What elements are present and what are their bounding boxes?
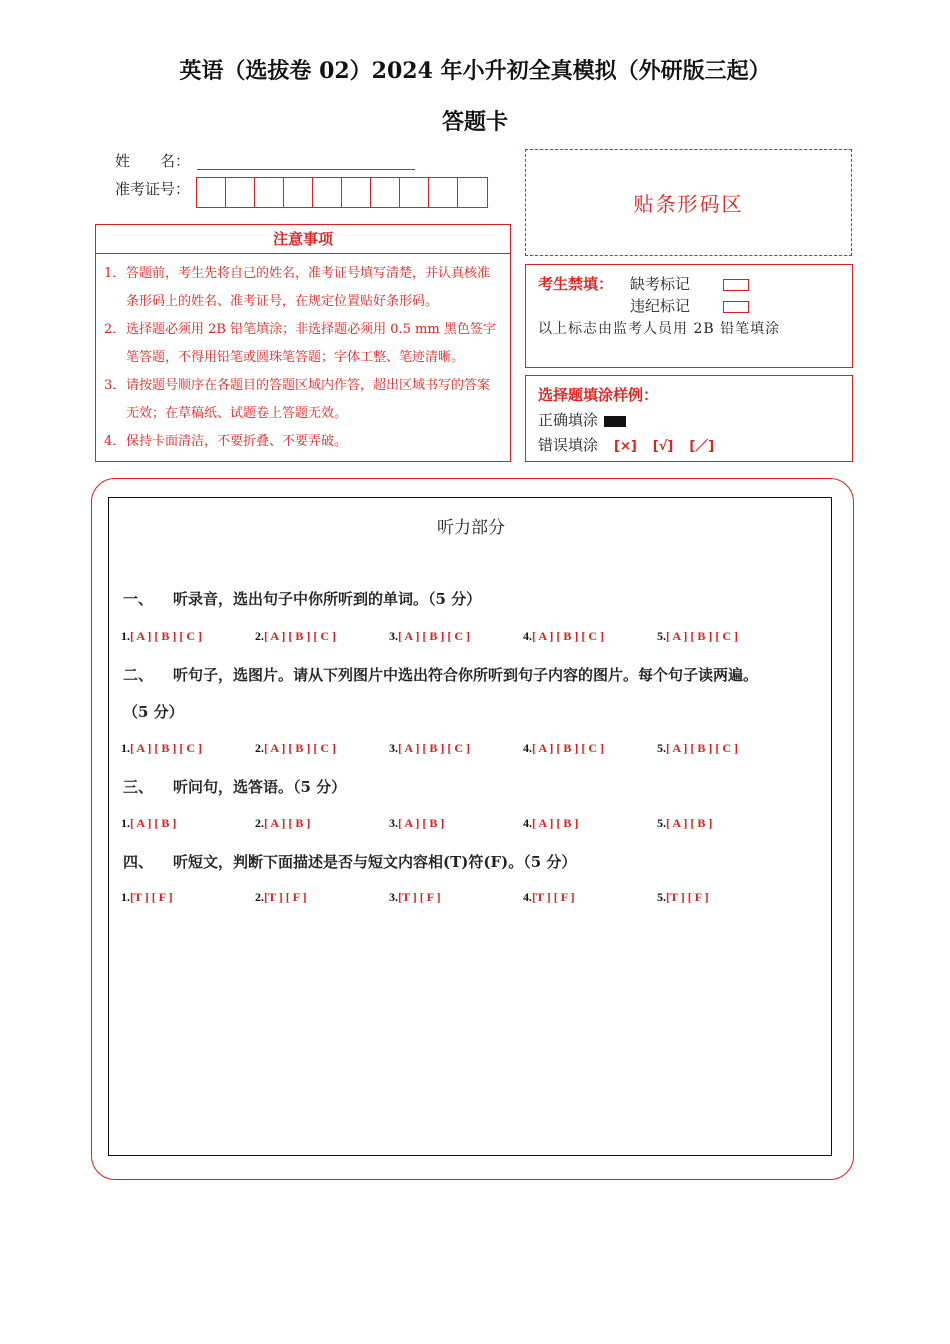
page-title: 英语（选拔卷 02）2024 年小升初全真模拟（外研版三起） [179,58,771,84]
answer-number: 5. [657,890,666,904]
notice-item [104,372,502,428]
exam-id-boxes[interactable] [196,177,488,208]
answer-number: 2. [255,741,264,755]
answer-number: 3. [389,890,398,904]
answer-number: 3. [389,816,398,830]
answer-item[interactable] [523,629,657,644]
answer-item[interactable] [657,629,791,644]
fill-sample-box [525,375,853,462]
absent-mark-box[interactable] [723,279,749,291]
exam-id-digit-box[interactable] [429,178,458,207]
answer-number: 5. [657,629,666,643]
answer-item[interactable] [523,890,657,905]
exam-id-digit-box[interactable] [400,178,429,207]
answer-choices[interactable]: [ A ] [ B ] [ C ] [666,741,738,755]
notice-item-text: 请按题号顺序在各题目的答题区域内作答，超出区域书写的答案无效；在草稿纸、试题卷上答题无效。 [126,378,491,421]
notice-item-text: 答题前，考生先将自己的姓名，准考证号填写清楚，并认真核准条形码上的姓名、准考证号，在规定位置贴好条形码。 [126,266,491,309]
section-number: 一、 [123,590,154,608]
barcode-area [525,149,852,256]
section-3-instruction [123,776,346,797]
violation-mark-box[interactable] [723,301,749,313]
answer-number: 1. [121,741,130,755]
answer-choices[interactable]: [T ] [ F ] [130,890,173,904]
answer-choices[interactable]: [ A ] [ B ] [ C ] [264,629,336,643]
notice-item [104,428,502,456]
answer-number: 1. [121,890,130,904]
exam-id-digit-box[interactable] [458,178,487,207]
listening-section [108,497,832,1156]
answer-choices[interactable]: [ A ] [ B ] [ C ] [130,741,202,755]
exam-id-digit-box[interactable] [226,178,255,207]
exam-id-digit-box[interactable] [342,178,371,207]
answer-item[interactable] [255,629,389,644]
answer-item[interactable] [255,890,389,905]
candidate-forbidden-note: 以上标志由监考人员用 2B 铅笔填涂 [538,321,781,337]
section-4-answers [121,890,791,905]
answer-item[interactable] [255,816,389,831]
notice-heading: 注意事项 [96,225,510,254]
answer-item[interactable] [389,741,523,756]
answer-number: 3. [389,741,398,755]
wrong-fill-label: 错误填涂 [538,436,599,454]
wrong-fill-row [538,434,714,455]
answer-item[interactable] [121,629,255,644]
barcode-area-label: 贴条形码区 [633,192,744,216]
filled-block-icon [604,416,626,427]
answer-number: 2. [255,629,264,643]
violation-mark-label: 违纪标记 [630,297,691,315]
answer-item[interactable] [255,741,389,756]
fill-sample-heading: 选择题填涂样例： [538,386,659,404]
answer-item[interactable] [523,741,657,756]
section-instruction-text: 听短文，判断下面描述是否与短文内容相(T)符(F)。（5 分） [173,853,577,871]
answer-choices[interactable]: [ A ] [ B ] [ C ] [398,741,470,755]
exam-id-digit-box[interactable] [255,178,284,207]
notice-item [104,260,502,316]
answer-item[interactable] [389,890,523,905]
answer-choices[interactable]: [ A ] [ B ] [666,816,713,830]
section-1-instruction [123,588,481,609]
notice-item-number: 4． [104,434,126,449]
section-number: 二、 [123,666,154,684]
wrong-mark-check: [√] [652,439,674,454]
answer-choices[interactable]: [ A ] [ B ] [ C ] [532,629,604,643]
notice-item-text: 选择题必须用 2B 铅笔填涂；非选择题必须用 0.5 mm 黑色签字笔答题，不得用铅笔或圆珠笔答题；字体工整、笔迹清晰。 [126,322,496,365]
answer-number: 1. [121,816,130,830]
wrong-mark-slash: [／] [689,439,715,454]
answer-choices[interactable]: [T ] [ F ] [398,890,441,904]
answer-number: 3. [389,629,398,643]
answer-item[interactable] [121,741,255,756]
answer-choices[interactable]: [T ] [ F ] [532,890,575,904]
answer-choices[interactable]: [ A ] [ B ] [130,816,177,830]
section-instruction-text: 听问句，选答语。（5 分） [173,778,347,796]
answer-item[interactable] [121,890,255,905]
section-instruction-text: 听句子，选图片。请从下列图片中选出符合你所听到句子内容的图片。每个句子读两遍。 [173,666,759,684]
section-4-instruction [123,851,576,872]
section-instruction-text: 听录音，选出句子中你所听到的单词。（5 分） [173,590,482,608]
answer-number: 4. [523,629,532,643]
notice-list [96,254,510,456]
answer-number: 4. [523,816,532,830]
candidate-forbidden-label: 考生禁填： [538,275,614,293]
page-subtitle: 答题卡 [441,109,508,135]
answer-item[interactable] [389,816,523,831]
name-label: 姓 名： [115,152,191,170]
answer-choices[interactable]: [T ] [ F ] [666,890,709,904]
exam-id-digit-box[interactable] [371,178,400,207]
notice-box [95,224,511,462]
notice-item-number: 1． [104,266,126,281]
section-1-answers [121,629,791,644]
answer-number: 1. [121,629,130,643]
answer-number: 2. [255,890,264,904]
answer-choices[interactable]: [ A ] [ B ] [ C ] [130,629,202,643]
absent-mark-row [630,273,749,294]
answer-choices[interactable]: [ A ] [ B ] [ C ] [532,741,604,755]
answer-number: 5. [657,816,666,830]
notice-item-number: 3． [104,378,126,393]
answer-item[interactable] [657,890,791,905]
notice-item [104,316,502,372]
answer-choices[interactable]: [ A ] [ B ] [ C ] [398,629,470,643]
answer-choices[interactable]: [ A ] [ B ] [532,816,579,830]
answer-item[interactable] [523,816,657,831]
section-number: 四、 [123,853,154,871]
section-3-answers [121,816,791,831]
section-2-instruction [123,664,758,685]
answer-choices[interactable]: [ A ] [ B ] [ C ] [666,629,738,643]
section-2-answers [121,741,791,756]
notice-item-number: 2． [104,322,126,337]
answer-number: 5. [657,741,666,755]
absent-mark-label: 缺考标记 [630,275,691,293]
answer-choices[interactable]: [ A ] [ B ] [ C ] [264,741,336,755]
notice-item-text: 保持卡面清洁，不要折叠、不要弄破。 [126,434,348,449]
exam-id-digit-box[interactable] [313,178,342,207]
candidate-forbidden-box [525,264,853,368]
answer-choices[interactable]: [ A ] [ B ] [398,816,445,830]
exam-id-digit-box[interactable] [284,178,313,207]
answer-number: 2. [255,816,264,830]
section-2-instruction-cont: （5 分） [123,703,184,721]
exam-id-digit-box[interactable] [197,178,226,207]
section-number: 三、 [123,778,154,796]
answer-number: 4. [523,890,532,904]
answer-choices[interactable]: [ A ] [ B ] [264,816,311,830]
answer-item[interactable] [389,629,523,644]
exam-id-label: 准考证号： [115,180,191,198]
answer-item[interactable] [657,816,791,831]
wrong-mark-cross: [×] [614,439,637,454]
name-field[interactable] [197,169,415,170]
correct-fill-row [538,409,626,430]
answer-item[interactable] [121,816,255,831]
answer-item[interactable] [657,741,791,756]
correct-fill-label: 正确填涂 [538,411,599,429]
listening-title: 听力部分 [437,518,505,538]
answer-choices[interactable]: [T ] [ F ] [264,890,307,904]
violation-mark-row [630,295,749,316]
answer-number: 4. [523,741,532,755]
